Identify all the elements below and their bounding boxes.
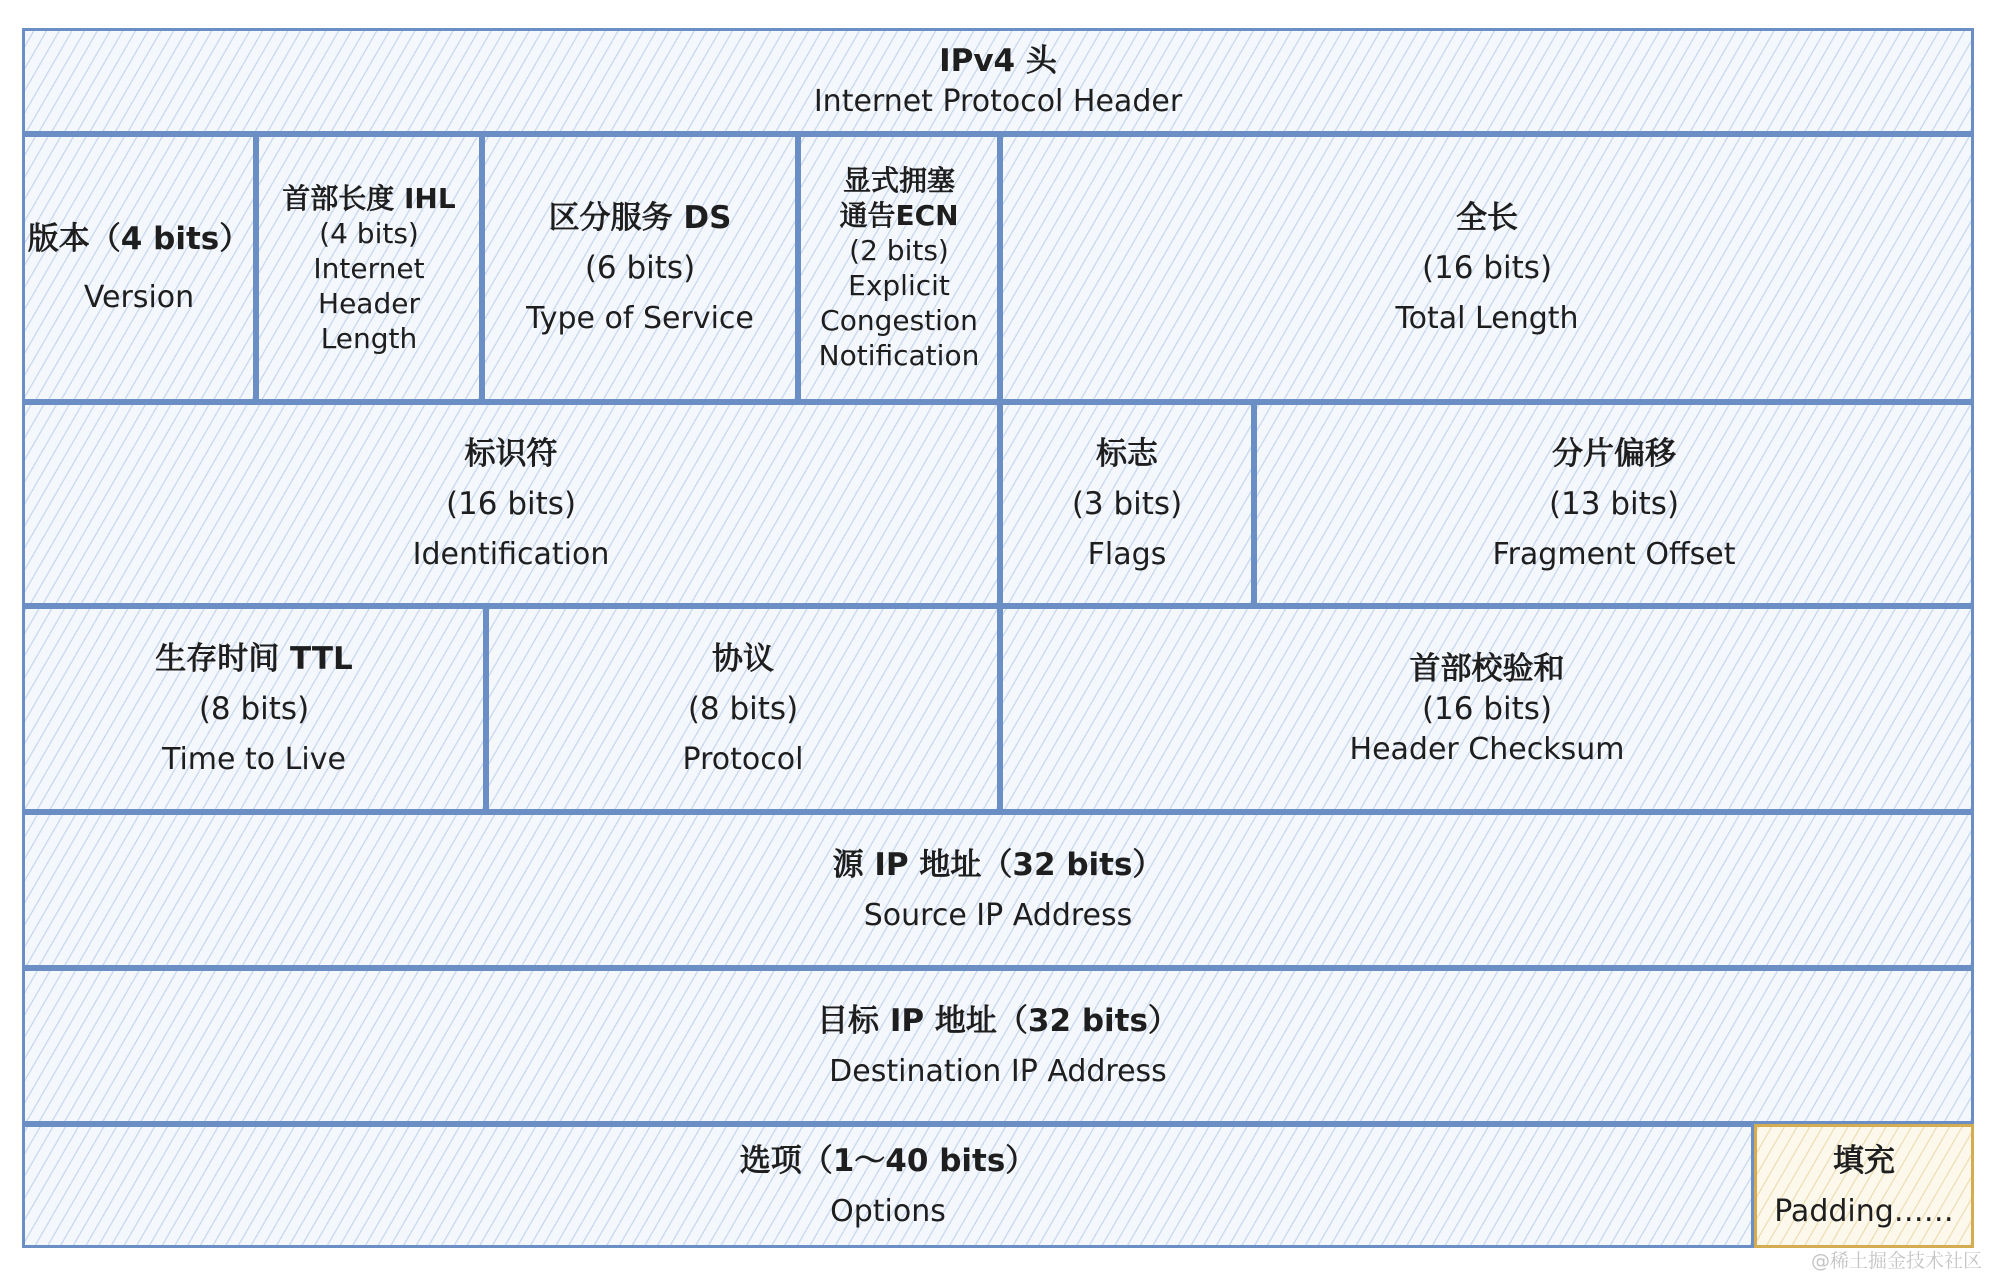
- identification-bits: (16 bits): [445, 486, 577, 523]
- fragment-offset-label-en: Fragment Offset: [1492, 537, 1736, 572]
- destination-ip-field: [22, 968, 1974, 1124]
- fragment-offset-label-zh: 分片偏移: [1552, 435, 1676, 472]
- fragment-offset-bits: (13 bits): [1548, 486, 1680, 523]
- ihl-label-en-line1: Internet: [313, 251, 425, 285]
- ecn-bits: (2 bits): [849, 234, 949, 267]
- header-checksum-label-en: Header Checksum: [1349, 732, 1625, 767]
- header-title-en: Internet Protocol Header: [813, 83, 1183, 119]
- protocol-label-en: Protocol: [682, 742, 804, 777]
- ecn-field: [798, 134, 1000, 402]
- ecn-label-zh-line2: 通告ECN: [839, 199, 959, 232]
- version-field: [22, 134, 256, 402]
- ecn-label-en-line1: Explicit: [848, 269, 950, 302]
- total-length-label-zh: 全长: [1456, 199, 1518, 236]
- destination-ip-label-zh: 目标 IP 地址（32 bits）: [817, 1002, 1179, 1039]
- header-checksum-bits: (16 bits): [1421, 691, 1553, 728]
- options-label-zh: 选项（1～40 bits）: [739, 1142, 1037, 1179]
- flags-bits: (3 bits): [1071, 486, 1183, 523]
- total-length-bits: (16 bits): [1421, 250, 1553, 287]
- protocol-label-zh: 协议: [712, 640, 774, 677]
- options-field: [22, 1124, 1754, 1248]
- padding-field: [1754, 1124, 1974, 1248]
- ds-label-zh: 区分服务 DS: [548, 199, 732, 236]
- header-title-zh: IPv4 头: [939, 42, 1057, 79]
- ihl-bits: (4 bits): [319, 216, 419, 250]
- ihl-label-zh: 首部长度 IHL: [282, 181, 456, 215]
- watermark-text: @稀土掘金技术社区: [1810, 1250, 1982, 1272]
- version-label-en: Version: [83, 279, 195, 315]
- source-ip-label-zh: 源 IP 地址（32 bits）: [832, 846, 1164, 883]
- flags-label-zh: 标志: [1096, 435, 1158, 472]
- flags-field: [1000, 402, 1254, 606]
- identification-label-zh: 标识符: [464, 435, 558, 472]
- identification-field: [22, 402, 1000, 606]
- total-length-field: [1000, 134, 1974, 402]
- fragment-offset-field: [1254, 402, 1974, 606]
- destination-ip-label-en: Destination IP Address: [829, 1053, 1167, 1089]
- protocol-field: [486, 606, 1000, 812]
- total-length-label-en: Total Length: [1395, 301, 1579, 336]
- ttl-label-en: Time to Live: [162, 742, 346, 777]
- flags-label-en: Flags: [1087, 537, 1167, 572]
- ecn-label-en-line3: Notification: [818, 339, 980, 372]
- protocol-bits: (8 bits): [687, 691, 799, 728]
- version-label-zh: 版本（4 bits）: [27, 220, 251, 257]
- ihl-label-en-line3: Length: [320, 321, 418, 355]
- header-checksum-field: [1000, 606, 1974, 812]
- identification-label-en: Identification: [412, 537, 610, 572]
- ttl-field: [22, 606, 486, 812]
- ds-field: [482, 134, 798, 402]
- options-label-en: Options: [830, 1193, 946, 1229]
- padding-label-en: Padding……: [1774, 1193, 1954, 1229]
- ecn-label-en-line2: Congestion: [820, 304, 978, 337]
- ihl-field: [256, 134, 482, 402]
- ihl-label-en-line2: Header: [318, 286, 420, 320]
- header-checksum-label-zh: 首部校验和: [1409, 650, 1565, 687]
- ttl-bits: (8 bits): [198, 691, 310, 728]
- ttl-label-zh: 生存时间 TTL: [155, 640, 353, 677]
- header-title-cell: [22, 28, 1974, 134]
- padding-label-zh: 填充: [1833, 1142, 1895, 1179]
- source-ip-label-en: Source IP Address: [863, 897, 1133, 933]
- ds-bits: (6 bits): [584, 250, 696, 287]
- ds-label-en: Type of Service: [526, 301, 754, 336]
- ecn-label-zh-line1: 显式拥塞: [842, 164, 955, 197]
- source-ip-field: [22, 812, 1974, 968]
